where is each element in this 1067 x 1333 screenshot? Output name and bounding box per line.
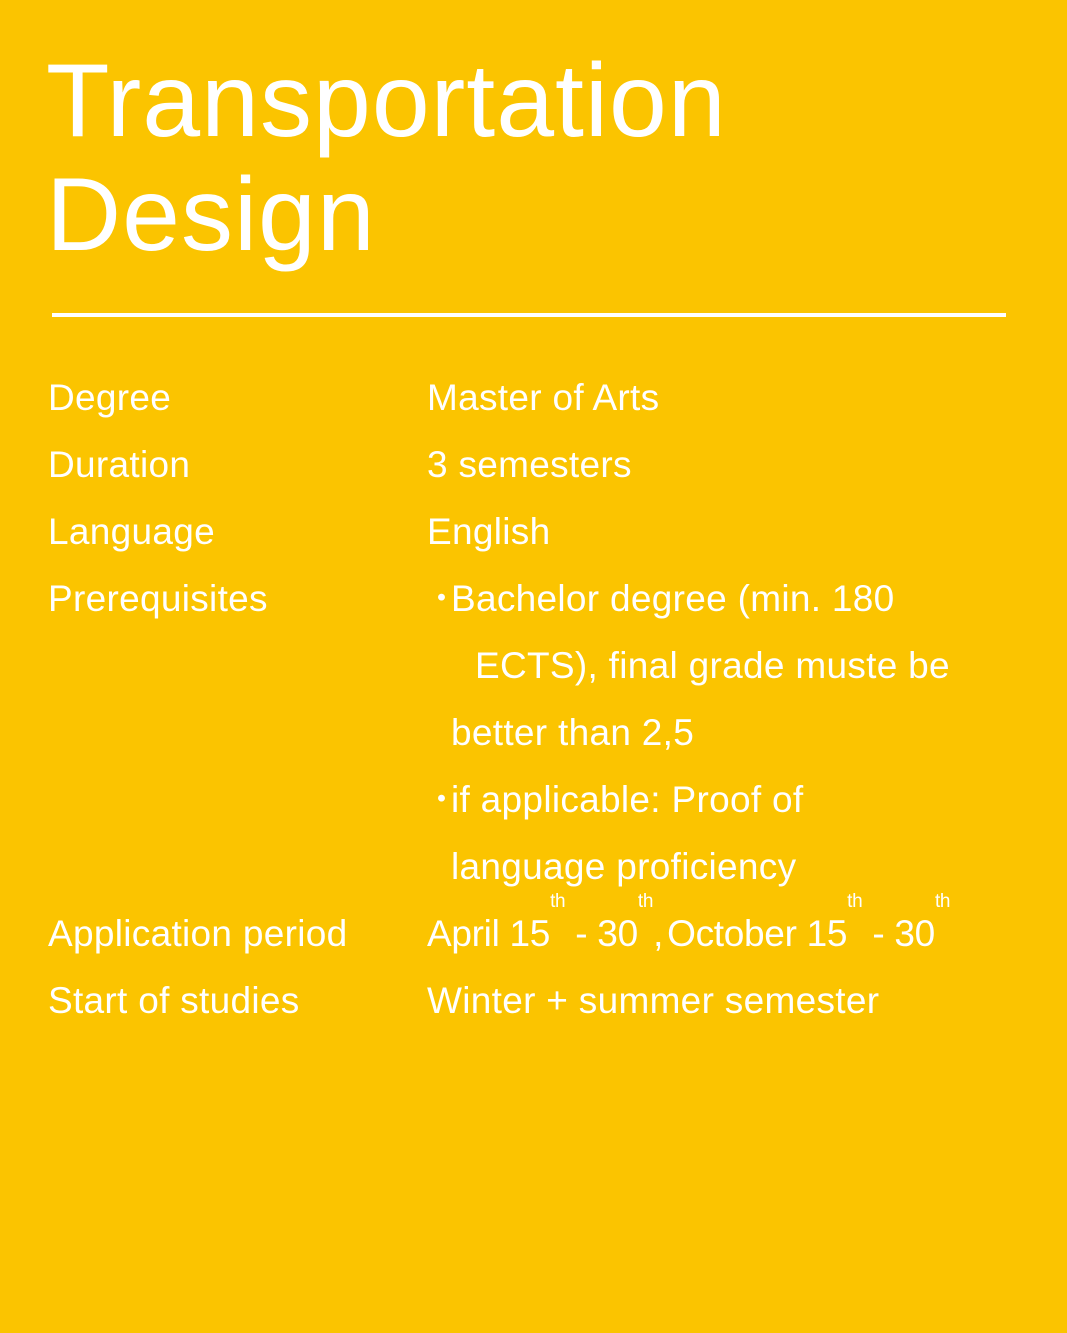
detail-row-degree xyxy=(48,364,1058,431)
list-item xyxy=(423,565,1011,766)
list-item xyxy=(423,766,1011,900)
ordinal-suffix: th xyxy=(550,891,566,912)
detail-label: Start of studies xyxy=(48,980,300,1021)
divider xyxy=(52,313,1006,317)
list-item-line: language proficiency xyxy=(451,846,797,887)
detail-value: 3 semesters xyxy=(427,444,632,485)
prerequisites-list xyxy=(423,565,1058,900)
detail-label: Language xyxy=(48,511,216,552)
application-period-value xyxy=(427,891,1058,967)
detail-row-application-period xyxy=(48,891,1058,967)
detail-label: Prerequisites xyxy=(48,578,268,619)
bullet-icon: ・ xyxy=(423,779,461,820)
detail-value: English xyxy=(427,511,551,552)
ordinal-suffix: th xyxy=(637,891,654,912)
bullet-icon: ・ xyxy=(423,578,461,619)
date-text: October 15 xyxy=(667,913,848,954)
page-title xyxy=(46,44,727,272)
list-item-line: ECTS), final grade muste be xyxy=(475,645,950,686)
detail-row-prerequisites xyxy=(48,565,1058,900)
date-text: April 15 xyxy=(427,913,551,954)
detail-row-language xyxy=(48,498,1058,565)
detail-row-duration xyxy=(48,431,1058,498)
list-item-line: if applicable: Proof of xyxy=(451,779,804,820)
program-details xyxy=(48,364,1058,1034)
separator: , xyxy=(653,913,664,954)
list-item-line: better than 2,5 xyxy=(451,712,695,753)
list-item-line: Bachelor degree (min. 180 xyxy=(451,578,895,619)
detail-value: Master of Arts xyxy=(427,377,660,418)
ordinal-suffix: th xyxy=(847,891,863,912)
title-line-2: Design xyxy=(46,157,376,273)
ordinal-suffix: th xyxy=(934,891,951,912)
date-text: - 30 xyxy=(862,913,935,954)
detail-value: Winter + summer semester xyxy=(427,980,880,1021)
detail-label: Application period xyxy=(48,913,348,954)
title-line-1: Transportation xyxy=(46,43,727,159)
detail-label: Duration xyxy=(48,444,191,485)
detail-row-start-of-studies xyxy=(48,967,1058,1034)
detail-label: Degree xyxy=(48,377,172,418)
date-text: - 30 xyxy=(565,913,638,954)
